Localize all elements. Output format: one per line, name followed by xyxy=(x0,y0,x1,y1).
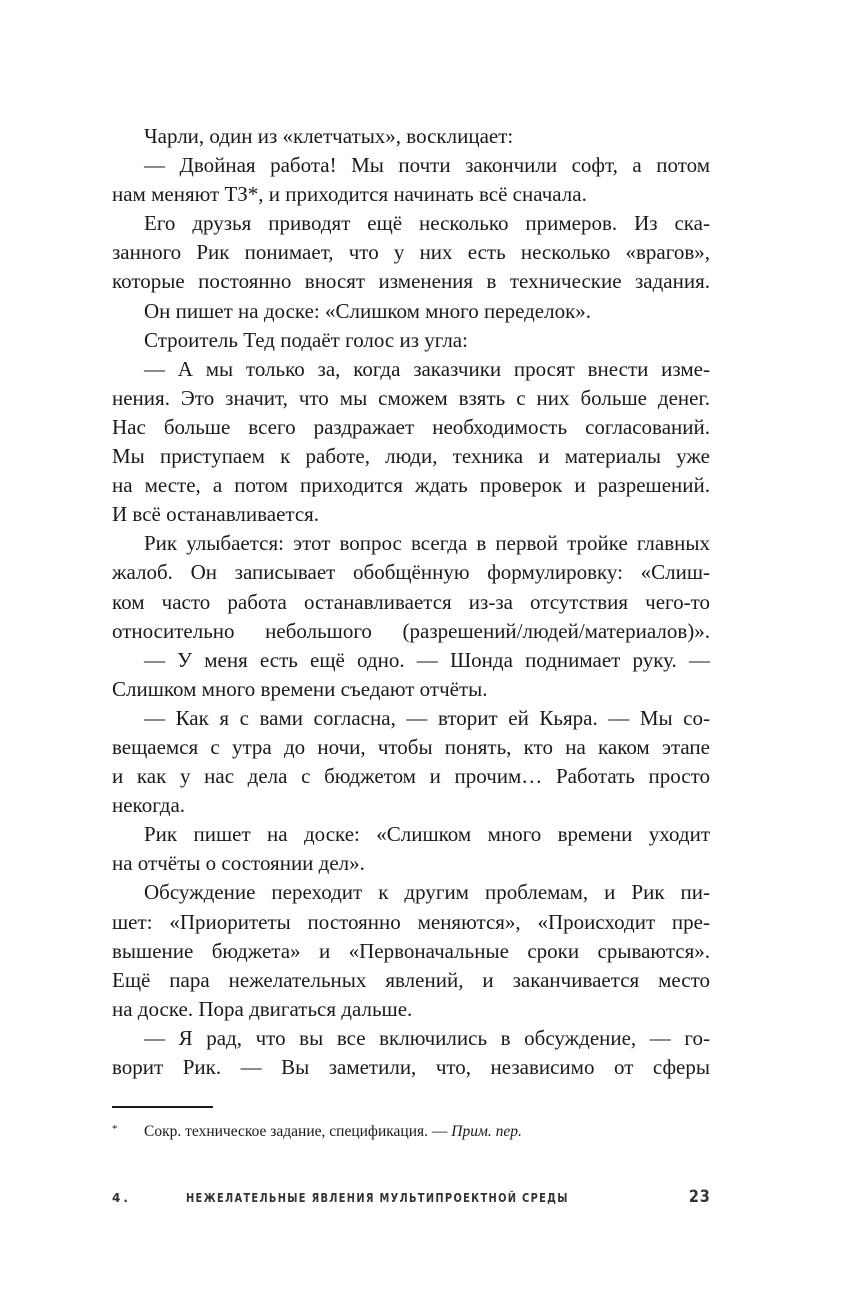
text-line: Рик улыбается: этот вопрос всегда в первой тройке главных xyxy=(144,531,710,556)
text-line: относительно небольшого (разрешений/людей/материалов)». xyxy=(112,618,710,643)
text-line: вышение бюджета» и «Первоначальные сроки срываются». xyxy=(112,938,710,963)
text-line: Мы приступаем к работе, люди, техника и материалы уже xyxy=(112,444,710,469)
text-line: — А мы только за, когда заказчики просят внести изме- xyxy=(144,356,710,381)
text-line: — Как я с вами согласна, — вторит ей Кьяра. — Мы со- xyxy=(144,705,710,730)
text-line: — Двойная работа! Мы почти закончили софт, а потом xyxy=(144,153,710,178)
text-line: на доске. Пора двигаться дальше. xyxy=(112,996,413,1021)
text-line: ворит Рик. — Вы заметили, что, независимо от сферы xyxy=(112,1055,710,1079)
text-line: Нас больше всего раздражает необходимость согласований. xyxy=(112,414,710,439)
text-line: шет: «Приоритеты постоянно меняются», «Происходит пре- xyxy=(112,909,710,934)
text-line: нам меняют ТЗ*, и приходится начинать всё сначала. xyxy=(112,182,587,207)
text-line: И всё останавливается. xyxy=(112,502,320,527)
text-line: Рик пишет на доске: «Слишком много времени уходит xyxy=(144,822,710,847)
footnote-divider xyxy=(112,1106,213,1108)
text-line: нения. Это значит, что мы сможем взять с них больше денег. xyxy=(112,385,710,410)
text-line: Ещё пара нежелательных явлений, и заканчивается место xyxy=(112,967,710,992)
text-line: Обсуждение переходит к другим проблемам, и Рик пи- xyxy=(144,880,710,905)
chapter-number: 4. xyxy=(112,1191,131,1205)
text-line: некогда. xyxy=(112,793,186,818)
footnote xyxy=(112,1122,522,1142)
text-line: Чарли, один из «клетчатых», восклицает: xyxy=(144,124,514,148)
text-line: Его друзья приводят ещё несколько примеров. Из ска- xyxy=(144,211,710,236)
body-text xyxy=(112,122,710,1082)
text-line: Строитель Тед подаёт голос из угла: xyxy=(144,327,468,352)
text-line: Слишком много времени съедают отчёты. xyxy=(112,676,488,701)
text-line: Он пишет на доске: «Слишком много переделок». xyxy=(144,298,592,323)
footnote-translator-note: Прим. пер. xyxy=(451,1123,522,1140)
text-line: ком часто работа останавливается из-за отсутствия чего-то xyxy=(112,589,710,614)
text-line: вещаемся с утра до ночи, чтобы понять, кто на каком этапе xyxy=(112,734,710,759)
footnote-text: Сокр. техническое задание, спецификация. — xyxy=(144,1123,452,1140)
text-line: и как у нас дела с бюджетом и прочим… Работать просто xyxy=(112,764,710,789)
footnote-mark: * xyxy=(112,1123,118,1135)
text-line: жалоб. Он записывает обобщённую формулировку: «Слиш- xyxy=(112,560,710,585)
text-line: занного Рик понимает, что у них есть несколько «врагов», xyxy=(112,240,710,265)
text-line: на месте, а потом приходится ждать проверок и разрешений. xyxy=(112,473,710,498)
text-line: которые постоянно вносят изменения в технические задания. xyxy=(112,269,710,294)
text-line: — У меня есть ещё одно. — Шонда поднимает руку. — xyxy=(144,647,710,672)
running-header-chapter-title: НЕЖЕЛАТЕЛЬНЫЕ ЯВЛЕНИЯ МУЛЬТИПРОЕКТНОЙ СРЕДЫ xyxy=(186,1191,569,1205)
text-line: — Я рад, что вы все включились в обсуждение, — го- xyxy=(144,1025,710,1050)
text-line: на отчёты о состоянии дел». xyxy=(112,851,365,876)
page-number: 23 xyxy=(689,1187,711,1207)
